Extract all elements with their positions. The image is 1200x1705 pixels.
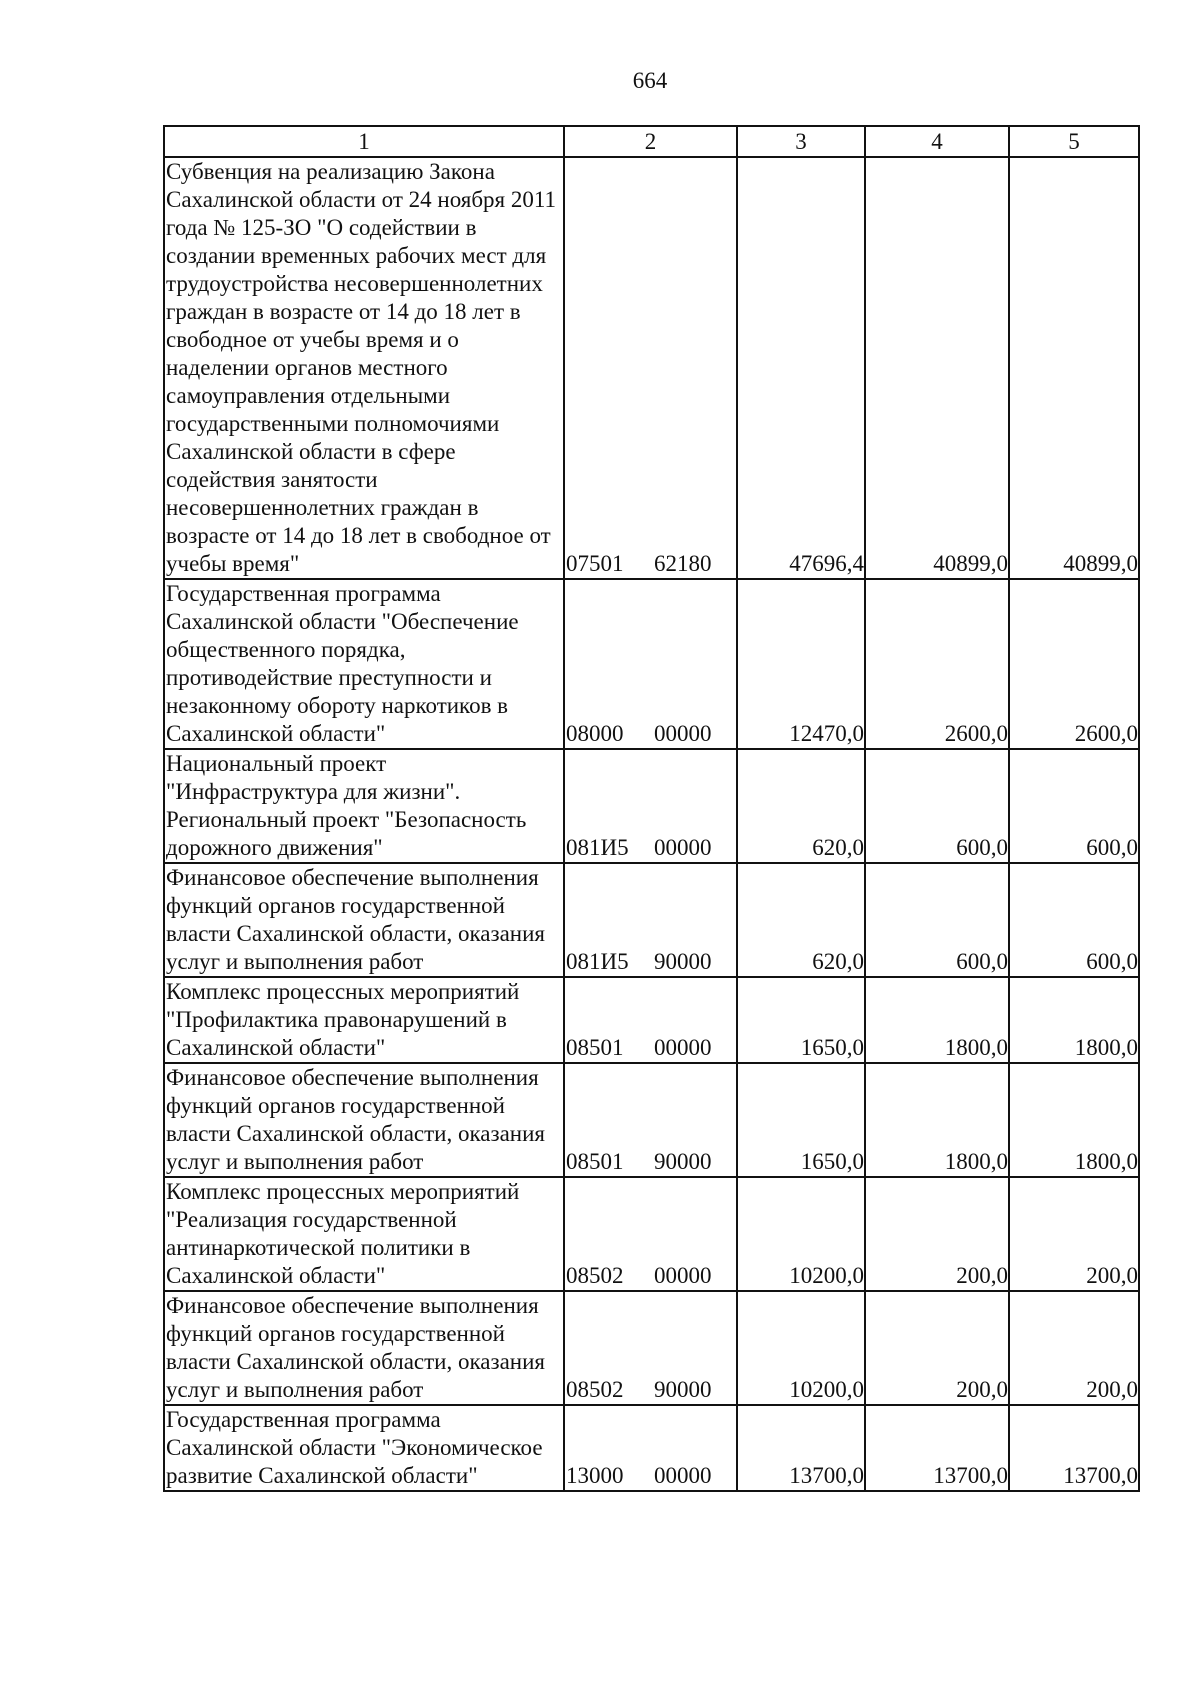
value-col-3: 12470,0 [737,579,865,749]
row-name: Государственная программа Сахалинской области "Экономическое развитие Сахалинской области" [164,1405,564,1491]
value-col-5: 40899,0 [1009,157,1139,579]
value-col-4: 40899,0 [865,157,1009,579]
value-col-4: 1800,0 [865,977,1009,1063]
row-code [564,863,737,977]
value-col-3: 10200,0 [737,1291,865,1405]
value-col-3: 10200,0 [737,1177,865,1291]
column-number-4: 4 [865,126,1009,157]
code-program: 08502 [566,1263,624,1288]
value-col-5: 1800,0 [1009,977,1139,1063]
value-col-5: 1800,0 [1009,1063,1139,1177]
code-direction: 90000 [654,1149,712,1174]
row-code [564,1177,737,1291]
row-name: Финансовое обеспечение выполнения функций органов государственной власти Сахалинской области, оказания услуг и выполнения работ [164,863,564,977]
value-col-4: 600,0 [865,749,1009,863]
code-direction: 00000 [654,1035,712,1060]
value-col-3: 47696,4 [737,157,865,579]
code-direction: 00000 [654,721,712,746]
table-row [164,1291,1139,1405]
value-col-4: 2600,0 [865,579,1009,749]
code-program: 08501 [566,1149,624,1174]
column-number-5: 5 [1009,126,1139,157]
table-row [164,157,1139,579]
budget-table [163,125,1140,1492]
column-number-3: 3 [737,126,865,157]
code-direction: 90000 [654,1377,712,1402]
row-name: Национальный проект "Инфраструктура для жизни". Региональный проект "Безопасность дорожного движения" [164,749,564,863]
value-col-4: 600,0 [865,863,1009,977]
row-code [564,1291,737,1405]
row-name: Государственная программа Сахалинской области "Обеспечение общественного порядка, противодействие преступности и незаконному обороту наркотиков в Сахалинской области" [164,579,564,749]
row-name: Комплекс процессных мероприятий "Профилактика правонарушений в Сахалинской области" [164,977,564,1063]
column-number-2: 2 [564,126,737,157]
row-code [564,977,737,1063]
code-program: 08000 [566,721,624,746]
value-col-4: 1800,0 [865,1063,1009,1177]
code-program: 13000 [566,1463,624,1488]
value-col-5: 200,0 [1009,1177,1139,1291]
code-program: 08501 [566,1035,624,1060]
value-col-3: 620,0 [737,863,865,977]
value-col-4: 200,0 [865,1177,1009,1291]
value-col-5: 13700,0 [1009,1405,1139,1491]
code-direction: 00000 [654,1463,712,1488]
table-row [164,579,1139,749]
row-code [564,579,737,749]
column-number-1: 1 [164,126,564,157]
column-number-row [164,126,1139,157]
value-col-3: 620,0 [737,749,865,863]
table-row [164,1177,1139,1291]
table-row [164,1405,1139,1491]
code-program: 08502 [566,1377,624,1402]
value-col-5: 200,0 [1009,1291,1139,1405]
code-program: 07501 [566,551,624,576]
row-code [564,1405,737,1491]
code-direction: 00000 [654,1263,712,1288]
code-direction: 90000 [654,949,712,974]
value-col-3: 1650,0 [737,977,865,1063]
code-direction: 00000 [654,835,712,860]
value-col-5: 600,0 [1009,749,1139,863]
row-name: Финансовое обеспечение выполнения функций органов государственной власти Сахалинской области, оказания услуг и выполнения работ [164,1291,564,1405]
table-row [164,977,1139,1063]
row-code [564,749,737,863]
row-name: Комплекс процессных мероприятий "Реализация государственной антинаркотической политики в Сахалинской области" [164,1177,564,1291]
value-col-5: 600,0 [1009,863,1139,977]
value-col-4: 13700,0 [865,1405,1009,1491]
table-row [164,863,1139,977]
code-program: 081И5 [566,949,629,974]
value-col-3: 1650,0 [737,1063,865,1177]
value-col-5: 2600,0 [1009,579,1139,749]
row-code [564,1063,737,1177]
table-row [164,749,1139,863]
row-code [564,157,737,579]
code-direction: 62180 [654,551,712,576]
row-name: Субвенция на реализацию Закона Сахалинской области от 24 ноября 2011 года № 125-ЗО "О содействии в создании временных рабочих мест для трудоустройства несовершеннолетних граждан в возрасте от 14 до 18 лет в свободное от учебы время и о наделении органов местного самоуправления отдельными государственными полномочиями Сахалинской области в сфере содействия занятости несовершеннолетних граждан в возрасте от 14 до 18 лет в свободное от учебы время" [164,157,564,579]
code-program: 081И5 [566,835,629,860]
row-name: Финансовое обеспечение выполнения функций органов государственной власти Сахалинской области, оказания услуг и выполнения работ [164,1063,564,1177]
page-number: 664 [632,68,668,93]
value-col-4: 200,0 [865,1291,1009,1405]
table-row [164,1063,1139,1177]
value-col-3: 13700,0 [737,1405,865,1491]
